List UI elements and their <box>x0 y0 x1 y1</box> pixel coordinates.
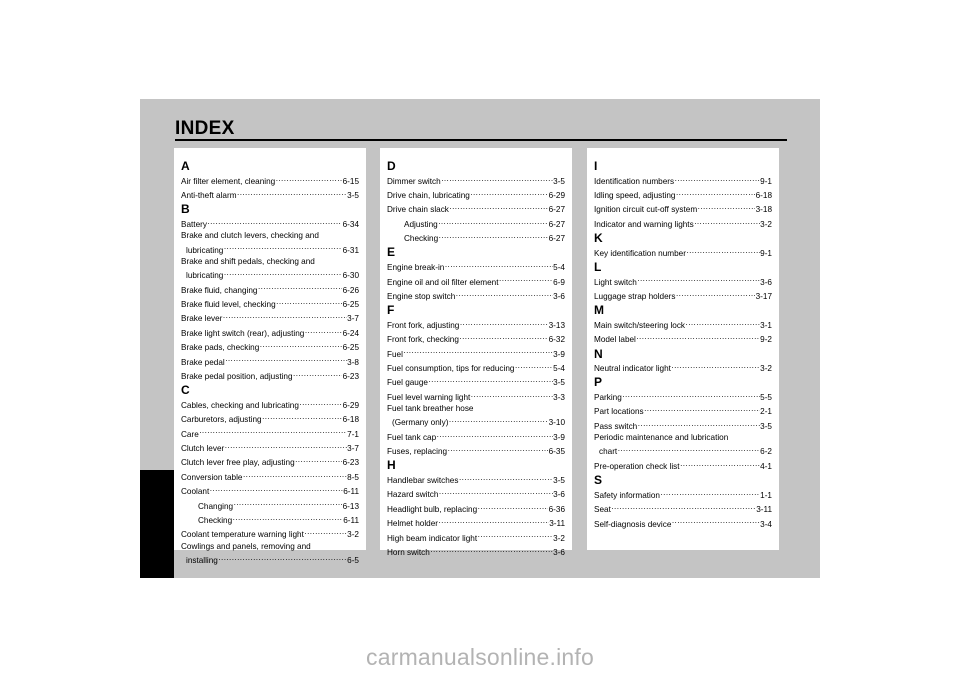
dot-leader <box>456 288 553 299</box>
entry-page-number: 6-26 <box>342 285 359 295</box>
entry-page-number: 3-5 <box>347 191 359 201</box>
index-entry <box>387 216 565 230</box>
index-entry <box>181 325 359 339</box>
entry-page-number: 3-2 <box>760 219 772 229</box>
entry-text: Air filter element, cleaning <box>181 176 276 186</box>
index-entry <box>181 368 359 382</box>
entry-page-number: 6-27 <box>548 234 565 244</box>
entry-page-number: 6-9 <box>553 277 565 287</box>
entry-page-number: 6-36 <box>548 504 565 514</box>
dot-leader <box>499 273 553 284</box>
index-entry <box>387 201 565 215</box>
entry-text: Drive chain, lubricating <box>387 191 470 201</box>
entry-text: installing <box>186 555 218 565</box>
dot-leader <box>430 544 552 555</box>
entry-page-number: 6-23 <box>342 458 359 468</box>
dot-leader <box>698 201 755 212</box>
entry-page-number: 6-32 <box>548 335 565 345</box>
dot-leader <box>210 483 343 494</box>
entry-text: Idling speed, adjusting <box>594 191 676 201</box>
index-entry <box>594 273 772 287</box>
section-letter-k: K <box>594 231 603 246</box>
dot-leader <box>686 245 759 256</box>
entry-text: Anti-theft alarm <box>181 191 237 201</box>
dot-leader <box>636 331 759 342</box>
entry-text: Engine break-in <box>387 263 445 273</box>
dot-leader <box>680 458 760 469</box>
entry-text: High beam indicator light <box>387 533 478 543</box>
index-entry <box>181 267 359 281</box>
entry-text: Conversion table <box>181 472 243 482</box>
entry-text: Engine oil and oil filter element <box>387 277 499 287</box>
dot-leader <box>225 353 346 364</box>
entry-text: Checking <box>404 234 439 244</box>
entry-page-number: 3-6 <box>760 277 772 287</box>
dot-leader <box>428 374 552 385</box>
entry-page-number: 3-5 <box>553 176 565 186</box>
entry-page-number: 6-31 <box>342 245 359 255</box>
dot-leader <box>672 515 760 526</box>
dot-leader <box>295 454 342 465</box>
entry-page-number: 5-4 <box>553 363 565 373</box>
entry-text: Main switch/steering lock <box>594 320 686 330</box>
index-entry-heading: Periodic maintenance and lubrication <box>594 433 729 443</box>
entry-text: Ignition circuit cut-off system <box>594 205 698 215</box>
dot-leader <box>439 486 553 497</box>
section-letter-f: F <box>387 303 395 318</box>
dot-leader <box>441 173 552 184</box>
dot-leader <box>449 201 548 212</box>
section-letter-n: N <box>594 346 603 361</box>
entry-page-number: 3-2 <box>347 530 359 540</box>
entry-text: Headlight bulb, replacing <box>387 504 478 514</box>
dot-leader <box>260 339 342 350</box>
entry-page-number: 6-23 <box>342 371 359 381</box>
entry-page-number: 3-11 <box>549 519 565 529</box>
entry-page-number: 3-5 <box>760 421 772 431</box>
entry-page-number: 3-5 <box>553 378 565 388</box>
dot-leader <box>293 368 342 379</box>
index-entry <box>594 317 772 331</box>
dot-leader <box>437 429 553 440</box>
dot-leader <box>305 325 342 336</box>
entry-page-number: 3-13 <box>548 320 565 330</box>
entry-text: Safety information <box>594 490 660 500</box>
index-entry <box>594 201 772 215</box>
entry-text: Parking <box>594 393 622 403</box>
dot-leader <box>438 216 548 227</box>
section-letter-s: S <box>594 473 603 488</box>
dot-leader <box>299 397 342 408</box>
dot-leader <box>694 216 759 227</box>
index-entry <box>181 397 359 411</box>
entry-page-number: 3-17 <box>755 292 772 302</box>
entry-page-number: 5-4 <box>553 263 565 273</box>
entry-text: Key identification number <box>594 248 686 258</box>
entry-text: Seat <box>594 505 611 515</box>
entry-page-number: 3-6 <box>553 547 565 557</box>
entry-page-number: 6-24 <box>342 328 359 338</box>
section-letter-p: P <box>594 375 603 390</box>
entry-text: Battery <box>181 219 207 229</box>
entry-text: Cables, checking and lubricating <box>181 400 299 410</box>
dot-leader <box>676 187 755 198</box>
entry-page-number: 3-6 <box>553 291 565 301</box>
dot-leader <box>234 497 343 508</box>
chapter-tab-marker <box>140 470 174 578</box>
index-entry <box>594 245 772 259</box>
entry-text: Engine stop switch <box>387 291 456 301</box>
entry-text: Helmet holder <box>387 519 438 529</box>
entry-text: Fuel consumption, tips for reducing <box>387 363 515 373</box>
dot-leader <box>207 216 342 227</box>
entry-page-number: 3-2 <box>553 533 565 543</box>
section-letter-a: A <box>181 159 190 173</box>
entry-page-number: 3-18 <box>755 205 772 215</box>
dot-leader <box>478 501 548 512</box>
entry-text: Fuel tank cap <box>387 432 437 442</box>
index-entry <box>181 216 359 230</box>
entry-text: Brake light switch (rear), adjusting <box>181 328 305 338</box>
entry-page-number: 6-25 <box>342 343 359 353</box>
dot-leader <box>223 310 347 321</box>
dot-leader <box>262 411 342 422</box>
entry-text: Brake fluid level, checking <box>181 299 276 309</box>
entry-text: Clutch lever <box>181 443 225 453</box>
dot-leader <box>459 472 553 483</box>
index-entry <box>181 353 359 367</box>
section-letter-e: E <box>387 245 396 260</box>
section-letter-l: L <box>594 259 602 274</box>
entry-text: Hazard switch <box>387 490 439 500</box>
index-entry <box>181 241 359 255</box>
watermark-text: carmanualsonline.info <box>366 644 594 670</box>
index-entry <box>594 443 772 457</box>
entry-page-number: 3-7 <box>347 443 359 453</box>
section-letter-m: M <box>594 303 604 318</box>
index-entry <box>181 512 359 526</box>
entry-text: Clutch lever free play, adjusting <box>181 458 295 468</box>
index-entry <box>594 360 772 374</box>
index-entry <box>594 515 772 529</box>
dot-leader <box>470 187 548 198</box>
index-entry <box>387 360 565 374</box>
section-letter-d: D <box>387 159 396 173</box>
entry-page-number: 3-3 <box>553 392 565 402</box>
index-entry <box>181 483 359 497</box>
entry-text: Horn switch <box>387 547 430 557</box>
index-entry <box>181 425 359 439</box>
index-entry <box>387 288 565 302</box>
index-entry <box>181 187 359 201</box>
entry-text: Part locations <box>594 407 644 417</box>
entry-page-number: 9-2 <box>760 335 772 345</box>
index-column-1 <box>174 148 366 565</box>
index-entry <box>387 187 565 201</box>
entry-page-number: 3-2 <box>760 364 772 374</box>
index-entry <box>387 443 565 457</box>
index-entry <box>387 486 565 500</box>
section-letter-b: B <box>181 202 190 217</box>
entry-page-number: 3-11 <box>756 505 772 515</box>
entry-text: Handlebar switches <box>387 476 459 486</box>
dot-leader <box>622 389 759 400</box>
entry-page-number: 6-27 <box>548 205 565 215</box>
entry-text: Care <box>181 429 199 439</box>
section-letter-i: I <box>594 159 598 173</box>
entry-page-number: 9-1 <box>760 176 772 186</box>
index-entry-heading: Cowlings and panels, removing and <box>181 541 311 551</box>
index-entry <box>181 552 359 566</box>
entry-page-number: 6-27 <box>548 219 565 229</box>
entry-text: Coolant temperature warning light <box>181 530 304 540</box>
dot-leader <box>478 529 553 540</box>
index-column-2 <box>380 148 572 557</box>
index-entry <box>181 440 359 454</box>
dot-leader <box>459 331 548 342</box>
index-entry <box>594 288 772 302</box>
entry-text: Brake fluid, changing <box>181 285 258 295</box>
entry-text: Brake lever <box>181 314 223 324</box>
index-entry <box>594 418 772 432</box>
index-entry <box>181 339 359 353</box>
entry-page-number: 6-11 <box>343 515 359 525</box>
index-entry <box>594 187 772 201</box>
index-entry <box>181 281 359 295</box>
dot-leader <box>611 501 755 512</box>
entry-page-number: 6-5 <box>347 555 359 565</box>
entry-text: Dimmer switch <box>387 176 441 186</box>
dot-leader <box>449 414 548 425</box>
entry-page-number: 3-1 <box>760 320 772 330</box>
index-entry <box>387 515 565 529</box>
entry-text: chart <box>599 447 618 457</box>
entry-page-number: 3-10 <box>548 418 565 428</box>
entry-text: Fuel gauge <box>387 378 428 388</box>
dot-leader <box>638 418 760 429</box>
entry-text: Front fork, checking <box>387 335 459 345</box>
entry-text: lubricating <box>186 245 224 255</box>
index-entry-heading: Fuel tank breather hose <box>387 403 474 413</box>
entry-page-number: 3-9 <box>553 432 565 442</box>
entry-text: (Germany only) <box>392 418 449 428</box>
entry-page-number: 3-7 <box>347 314 359 324</box>
entry-page-number: 6-30 <box>342 271 359 281</box>
title-underline <box>175 139 787 141</box>
index-entry <box>387 259 565 273</box>
index-entry <box>594 389 772 403</box>
entry-text: Fuses, replacing <box>387 447 448 457</box>
index-entry <box>387 414 565 428</box>
dot-leader <box>403 345 552 356</box>
dot-leader <box>686 317 760 328</box>
index-entry <box>594 403 772 417</box>
dot-leader <box>218 552 346 563</box>
dot-leader <box>258 281 342 292</box>
dot-leader <box>225 440 347 451</box>
index-entry <box>387 345 565 359</box>
dot-leader <box>661 487 760 498</box>
section-letter-h: H <box>387 458 396 473</box>
entry-text: Drive chain slack <box>387 205 449 215</box>
entry-page-number: 9-1 <box>760 248 772 258</box>
entry-text: Brake pedal position, adjusting <box>181 371 293 381</box>
entry-page-number: 6-15 <box>342 176 359 186</box>
index-entry <box>387 230 565 244</box>
entry-page-number: 6-2 <box>760 447 772 457</box>
entry-page-number: 3-5 <box>553 476 565 486</box>
dot-leader <box>471 389 553 400</box>
entry-text: lubricating <box>186 271 224 281</box>
entry-page-number: 7-1 <box>347 429 359 439</box>
entry-page-number: 6-29 <box>548 191 565 201</box>
dot-leader <box>675 173 760 184</box>
index-entry <box>387 529 565 543</box>
index-entry <box>594 216 772 230</box>
dot-leader <box>515 360 553 371</box>
dot-leader <box>243 469 347 480</box>
entry-page-number: 2-1 <box>760 407 772 417</box>
entry-page-number: 8-5 <box>347 472 359 482</box>
dot-leader <box>233 512 343 523</box>
entry-text: Identification numbers <box>594 176 675 186</box>
entry-text: Luggage strap holders <box>594 292 676 302</box>
entry-page-number: 6-34 <box>342 219 359 229</box>
dot-leader <box>199 425 346 436</box>
entry-page-number: 5-5 <box>760 393 772 403</box>
dot-leader <box>276 173 342 184</box>
index-entry <box>594 331 772 345</box>
dot-leader <box>618 443 760 454</box>
entry-page-number: 1-1 <box>760 490 772 500</box>
entry-text: Fuel level warning light <box>387 392 471 402</box>
index-entry <box>181 497 359 511</box>
index-entry-heading: Brake and shift pedals, checking and <box>181 256 315 266</box>
entry-text: Checking <box>198 515 233 525</box>
index-entry <box>387 317 565 331</box>
entry-text: Adjusting <box>404 219 438 229</box>
dot-leader <box>224 267 342 278</box>
dot-leader <box>224 241 342 252</box>
entry-page-number: 6-25 <box>342 299 359 309</box>
dot-leader <box>438 515 548 526</box>
index-entry <box>181 173 359 187</box>
entry-text: Pre-operation check list <box>594 461 680 471</box>
dot-leader <box>676 288 755 299</box>
dot-leader <box>460 317 548 328</box>
section-letter-c: C <box>181 383 190 398</box>
entry-page-number: 6-18 <box>755 191 772 201</box>
entry-page-number: 3-9 <box>553 349 565 359</box>
index-entry <box>387 331 565 345</box>
index-entry <box>387 389 565 403</box>
entry-text: Self-diagnosis device <box>594 519 672 529</box>
index-entry <box>181 454 359 468</box>
entry-text: Coolant <box>181 487 210 497</box>
entry-text: Model label <box>594 335 636 345</box>
dot-leader <box>637 273 759 284</box>
index-entry <box>594 173 772 187</box>
index-entry <box>181 296 359 310</box>
index-entry <box>181 411 359 425</box>
index-entry <box>387 374 565 388</box>
entry-text: Changing <box>198 501 234 511</box>
entry-page-number: 6-11 <box>343 487 359 497</box>
index-entry <box>387 472 565 486</box>
entry-page-number: 6-35 <box>548 447 565 457</box>
dot-leader <box>448 443 549 454</box>
dot-leader <box>237 187 347 198</box>
dot-leader <box>276 296 342 307</box>
entry-page-number: 6-13 <box>342 501 359 511</box>
entry-text: Fuel <box>387 349 403 359</box>
entry-text: Indicator and warning lights <box>594 219 694 229</box>
page-title: INDEX <box>175 118 235 139</box>
entry-text: Brake pads, checking <box>181 343 260 353</box>
index-entry <box>387 173 565 187</box>
entry-page-number: 3-8 <box>347 357 359 367</box>
entry-text: Front fork, adjusting <box>387 320 460 330</box>
entry-text: Neutral indicator light <box>594 364 671 374</box>
index-entry <box>181 526 359 540</box>
entry-page-number: 6-18 <box>342 415 359 425</box>
index-entry <box>594 487 772 501</box>
entry-text: Pass switch <box>594 421 638 431</box>
entry-text: Carburetors, adjusting <box>181 415 262 425</box>
index-entry <box>181 469 359 483</box>
dot-leader <box>304 526 346 537</box>
index-entry <box>387 501 565 515</box>
entry-text: Brake pedal <box>181 357 225 367</box>
dot-leader <box>671 360 759 371</box>
index-entry <box>387 544 565 558</box>
index-entry-heading: Brake and clutch levers, checking and <box>181 231 319 241</box>
dot-leader <box>445 259 553 270</box>
dot-leader <box>439 230 548 241</box>
index-entry <box>387 273 565 287</box>
entry-text: Light switch <box>594 277 637 287</box>
entry-page-number: 3-6 <box>553 490 565 500</box>
entry-page-number: 4-1 <box>760 461 772 471</box>
index-entry <box>181 310 359 324</box>
index-entry <box>594 501 772 515</box>
dot-leader <box>644 403 760 414</box>
index-entry <box>594 458 772 472</box>
index-column-3 <box>587 148 779 550</box>
index-entry <box>387 429 565 443</box>
entry-page-number: 3-4 <box>760 519 772 529</box>
entry-page-number: 6-29 <box>342 400 359 410</box>
